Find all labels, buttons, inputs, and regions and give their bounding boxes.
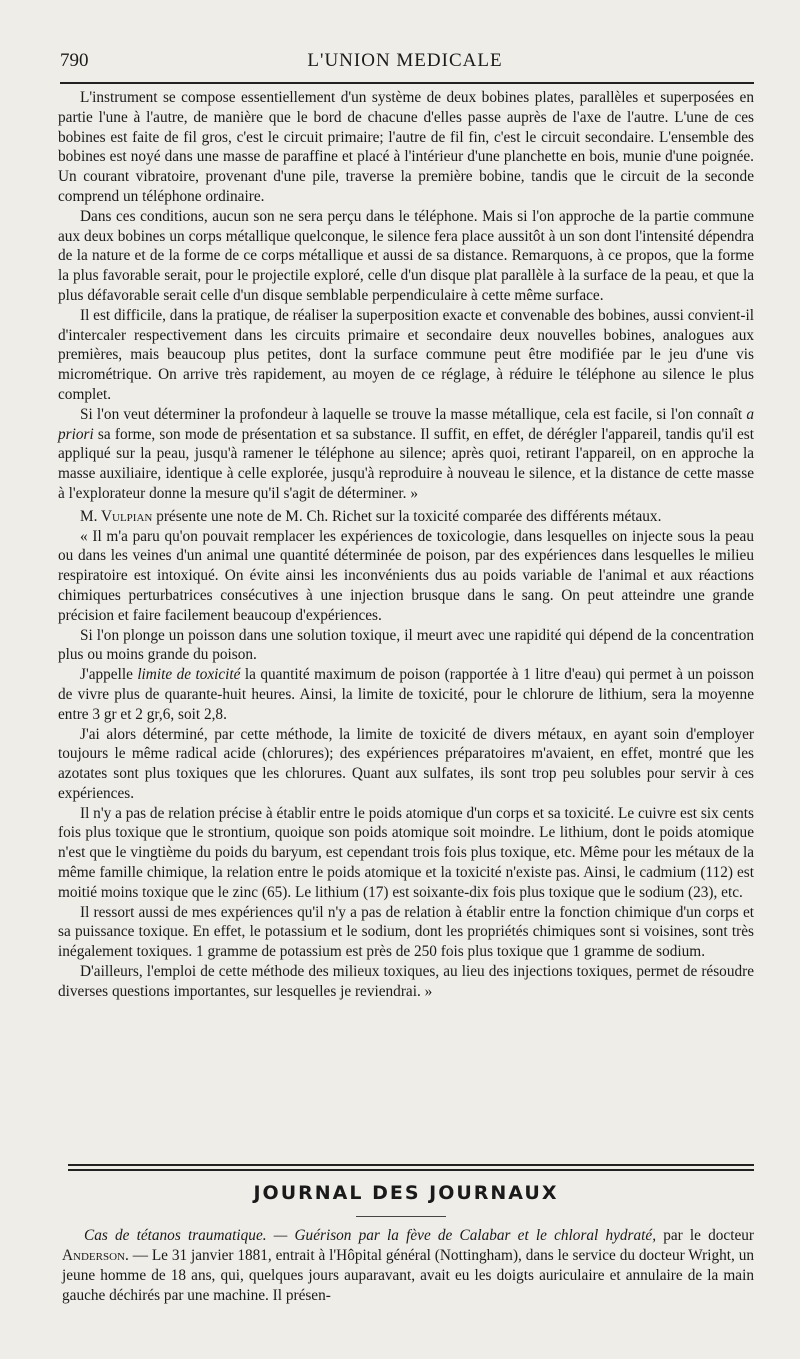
paragraph: Il est difficile, dans la pratique, de réaliser la superposition exacte et convenable des bobines, aussi convient-il d'intercaler respectivement dans les circuits primaire et secondaire deux nouvelles bobines, analogues aux premières, mais beaucoup plus petites, dont la surface commune peut être modifiée par le jeu d'une vis micrométrique. On arrive très rapidement, au moyen de ce réglage, à réduire le téléphone au silence le plus complet.	[58, 306, 754, 403]
italic-term: a priori	[58, 405, 754, 443]
paragraph: D'ailleurs, l'emploi de cette méthode des milieux toxiques, au lieu des injections toxiques, permet de résoudre diverses questions importantes, sur lesquelles je reviendrai. »	[58, 963, 754, 1000]
paragraph: Si l'on plonge un poisson dans une solution toxique, il meurt avec une rapidité qui dépend de la concentration plus ou moins grande du poison.	[58, 626, 754, 664]
case-title: Cas de tétanos traumatique. — Guérison par la fève de Calabar et le chloral hydraté,	[84, 1227, 657, 1244]
paragraph: Dans ces conditions, aucun son ne sera perçu dans le téléphone. Mais si l'on approche de la partie commune aux deux bobines un corps métallique quelconque, le silence fera place aussitôt à un son dont l'intensité dépendra de la nature et de la forme de ce corps métallique et aussi de sa distance. Remarquons, à ce propos, que la forme la plus favorable serait, pour le projectile exploré, celle d'un disque plat parallèle à la surface de la peau, et que la plus défavorable serait celle d'un disque semblable perpendiculaire à cette même surface.	[58, 207, 754, 304]
section-body	[62, 1226, 754, 1306]
author-name: Anderson.	[62, 1247, 129, 1264]
paragraph: L'instrument se compose essentiellement d'un système de deux bobines plates, parallèles et superposées en partie l'une à l'autre, de manière que le bord de chacune d'elles passe auprès de l'axe de l'autre. L'une de ces bobines est faite de fil gros, c'est le circuit primaire; l'autre de fil fin, c'est le circuit secondaire. L'ensemble des bobines est noyé dans une masse de paraffine et placé à l'intérieur d'une planchette en bois, munie d'une poignée. Un courant vibratoire, provenant d'une pile, traverse la première bobine, tandis que le circuit de la seconde comprend un téléphone ordinaire.	[58, 89, 754, 205]
paragraph: J'appelle limite de toxicité la quantité maximum de poison (rapportée à 1 litre d'eau) qui permet à un poisson de vivre plus de quarante-huit heures. Ainsi, la limite de toxicité, pour le chlorure de lithium, sera la moyenne entre 3 gr et 2 gr,6, soit 2,8.	[58, 666, 754, 723]
paragraph: Si l'on veut déterminer la profondeur à laquelle se trouve la masse métallique, cela est facile, si l'on connaît a priori sa forme, son mode de présentation et sa substance. Il suffit, en effet, de dérégler l'appareil, tandis qu'il est appliqué sur la peau, jusqu'à ramener le téléphone au silence; après quoi, retirant l'appareil, on en approche la masse auxiliaire, identique à celle explorée, jusqu'à reproduire à nouveau le silence, et la distance de cette masse à l'explorateur donne la mesure qu'il s'agit de déterminer. »	[58, 405, 754, 502]
article-body	[58, 88, 754, 1002]
paragraph: Cas de tétanos traumatique. — Guérison par la fève de Calabar et le chloral hydraté, par le docteur Anderson. — Le 31 janvier 1881, entrait à l'Hôpital général (Nottingham), dans le service du docteur Wright, un jeune homme de 18 ans, qui, quelques jours auparavant, avait eu les doigts auriculaire et annulaire de la main gauche déchirés par une machine. Il présen-	[62, 1227, 755, 1304]
paragraph: Il ressort aussi de mes expériences qu'il n'y a pas de relation à établir entre la fonction chimique d'un corps et sa puissance toxique. En effet, le potassium et le sodium, dont les propriétés chimiques sont si voisines, sont très inégalement toxiques. 1 gramme de potassium est près de 250 fois plus toxique que 1 gramme de sodium.	[58, 903, 754, 961]
paragraph: J'ai alors déterminé, par cette méthode, la limite de toxicité de divers métaux, en ayant soin d'employer toujours le même radical acide (chlorures); des expériences préparatoires m'avaient, en effet, montré que les azotates sont plus toxiques que les chlorures. Quant aux sulfates, ils sont trop peu solubles pour servir à ces expériences.	[58, 725, 754, 802]
section-title: JOURNAL DES JOURNAUX	[253, 1182, 559, 1204]
title-underline	[356, 1216, 446, 1217]
header-rule	[60, 82, 754, 84]
paragraph: M. Vulpian présente une note de M. Ch. Richet sur la toxicité comparée des différents métaux.	[80, 507, 662, 525]
section-rule	[68, 1169, 754, 1171]
running-header	[60, 50, 750, 74]
paragraph: « Il m'a paru qu'on pouvait remplacer les expériences de toxicologie, dans lesquelles on injecte sous la peau ou dans les veines d'un animal une quantité déterminée de poison, par des expériences dans lesquelles le milieu respiratoire est intoxiqué. On évite ainsi les inconvénients dus au poids variable de l'animal et aux réactions chimiques perturbatrices consécutives à une injection brusque dans le sang. On peut atteindre une grande précision et faire facilement beaucoup d'expériences.	[58, 527, 754, 624]
speaker-name: M. Vulpian	[80, 507, 153, 525]
italic-term: limite de toxicité	[137, 666, 241, 684]
page-number: 790	[60, 50, 89, 71]
section-rule	[68, 1164, 754, 1166]
paragraph: Il n'y a pas de relation précise à établir entre le poids atomique d'un corps et sa toxicité. Le cuivre est six cents fois plus toxique que le strontium, quoique son poids atomique soit moindre. Le lithium, dont le poids atomique n'est que le vingtième du poids du baryum, est cependant trois fois plus toxique, etc. Même pour les métaux de la même famille chimique, la relation entre le poids atomique et la toxicité n'existe pas. Ainsi, le cadmium (112) est moitié moins toxique que le zinc (65). Le lithium (17) est soixante-dix fois plus toxique que le sodium (23), etc.	[58, 804, 754, 901]
journal-title: L'UNION MEDICALE	[307, 50, 503, 71]
